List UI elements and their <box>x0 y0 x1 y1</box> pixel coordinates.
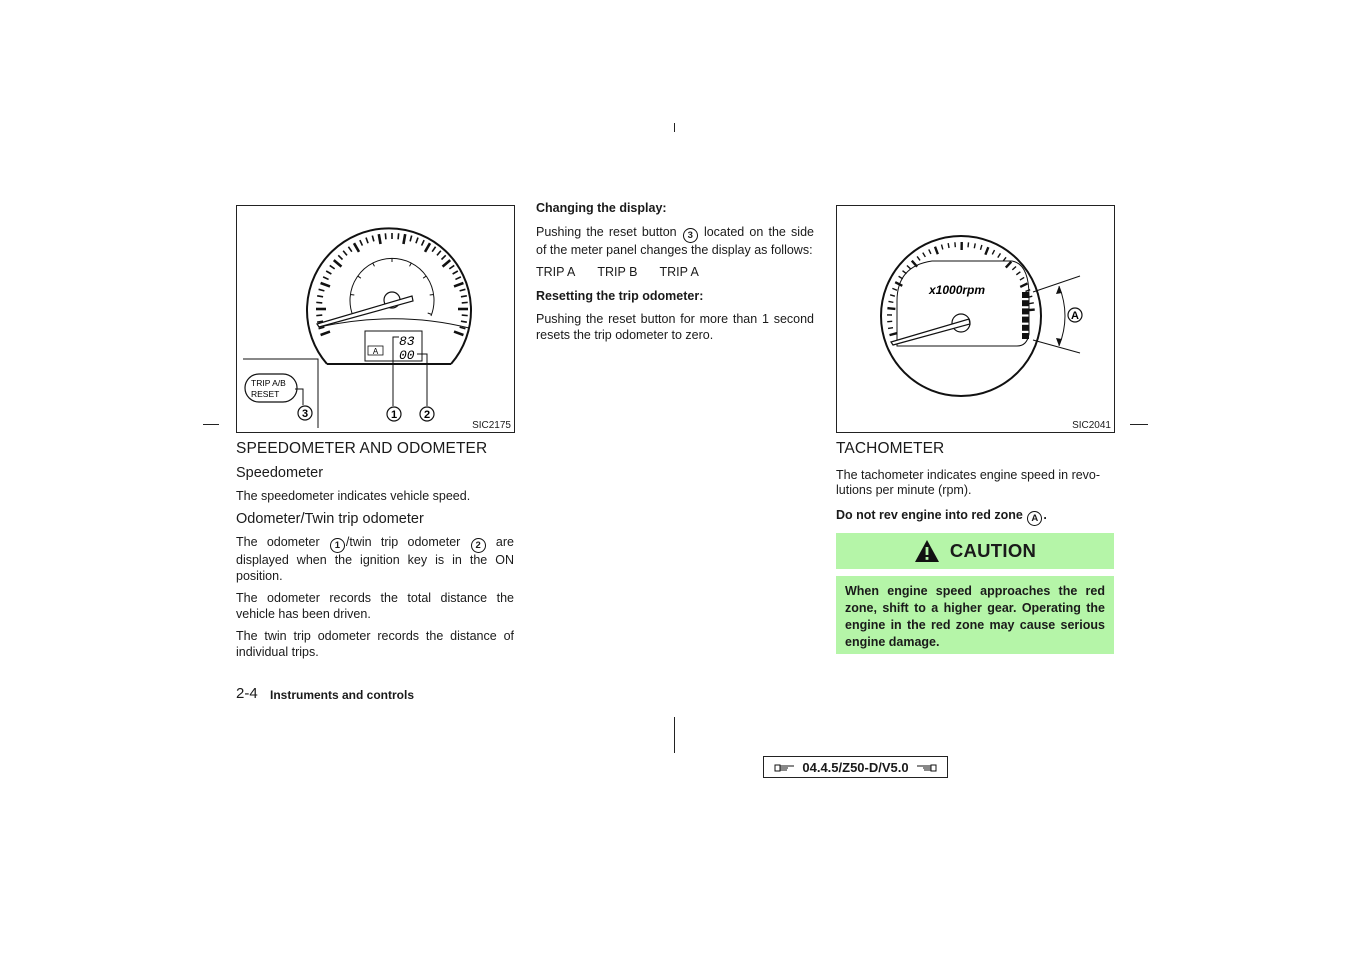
section-title-tachometer: TACHOMETER <box>836 440 945 457</box>
page-number: 2-4 <box>236 685 258 702</box>
gauge-tick <box>366 238 368 244</box>
red-zone-block <box>1022 308 1029 314</box>
speedometer-heading: Speedometer <box>236 464 324 481</box>
version-box <box>763 756 948 778</box>
gauge-tick <box>323 277 328 280</box>
odometer-paragraph-3: The twin trip odometer records the distance of individual trips. <box>236 629 514 659</box>
gauge-tick <box>354 243 359 252</box>
speedometer-figure <box>236 205 515 433</box>
gauge-tick <box>454 332 463 335</box>
gauge-tick <box>343 251 347 256</box>
red-zone-block <box>1022 317 1029 323</box>
gauge-tick <box>398 233 399 239</box>
ref-circle-a: A <box>1027 511 1042 526</box>
odometer-digits-top: 83 <box>399 334 415 349</box>
caution-header <box>836 533 1114 569</box>
gauge-tick <box>455 277 460 280</box>
gauge-tick <box>1006 262 1011 268</box>
gauge-tick <box>887 308 895 309</box>
red-zone-block <box>1022 325 1029 331</box>
left-column <box>236 441 514 660</box>
gauge-tick <box>974 243 975 248</box>
right-crop-mark <box>1130 424 1148 425</box>
gauge-tick <box>890 333 898 335</box>
gauge-tick <box>1020 283 1027 287</box>
gauge-tick <box>1012 267 1016 270</box>
gauge-tick <box>942 245 943 250</box>
gauge-tick <box>423 276 426 278</box>
gauge-tick <box>422 240 425 245</box>
gauge-tick <box>1025 290 1030 292</box>
speedometer-text: The speedometer indicates vehicle speed. <box>236 489 471 503</box>
gauge-tick <box>998 253 1001 257</box>
pointing-hand-right-icon <box>774 761 796 773</box>
red-zone-block <box>1022 333 1029 339</box>
gauge-tick <box>416 238 418 244</box>
gauge-tick <box>319 289 325 291</box>
gauge-tick <box>326 271 331 274</box>
figure-code-right: SIC2041 <box>1072 420 1111 431</box>
gauge-tick <box>316 302 322 303</box>
resetting-heading: Resetting the trip odometer: <box>536 288 704 303</box>
gauge-tick <box>317 296 323 297</box>
gauge-tick <box>321 283 330 286</box>
gauge-tick <box>968 242 969 247</box>
speedometer-illustration <box>237 206 514 432</box>
odometer-paragraph-2: The odometer records the total distance the vehicle has been driven. <box>236 591 514 621</box>
gauge-tick <box>1020 277 1024 280</box>
gauge-tick <box>462 302 468 303</box>
trip-indicator: A <box>372 347 379 356</box>
gauge-tick <box>992 250 994 254</box>
gauge-tick <box>350 295 354 296</box>
callout-1: 1 <box>390 409 398 421</box>
gauge-tick <box>1029 303 1034 304</box>
callout-2: 2 <box>423 409 431 421</box>
gauge-tick <box>454 283 463 286</box>
ref-circle-2: 2 <box>471 538 486 553</box>
callout-3: 3 <box>301 408 309 420</box>
gauge-tick <box>410 263 412 267</box>
gauge-tick <box>316 315 322 316</box>
gauge-tick <box>321 332 330 335</box>
red-zone-block <box>1022 300 1029 306</box>
gauge-tick <box>441 255 445 259</box>
gauge-tick <box>432 247 435 252</box>
gauge-tick <box>923 253 926 257</box>
tachometer-figure <box>836 205 1115 433</box>
reset-label-line1: TRIP A/B <box>251 378 286 388</box>
gauge-tick <box>948 243 949 248</box>
resetting-text: Pushing the reset button for more than 1 second resets the trip odometer to zero. <box>536 312 814 342</box>
tachometer-text: The tachometer indicates engine speed in revo-lutions per minute (rpm). <box>836 467 1101 497</box>
footer-section-name: Instruments and controls <box>270 688 415 702</box>
gauge-tick <box>1016 272 1020 275</box>
odometer-digits-bottom: 00 <box>399 348 415 363</box>
red-zone-warning: Do not rev engine into red zone A . <box>836 507 1047 524</box>
bottom-center-tick <box>674 717 675 753</box>
odometer-heading: Odometer/Twin trip odometer <box>236 510 424 527</box>
trip-sequence: TRIP A TRIP B TRIP A <box>536 265 699 279</box>
reset-label-line2: RESET <box>251 389 280 399</box>
gauge-tick <box>443 260 451 266</box>
warning-triangle-icon <box>914 539 940 563</box>
gauge-tick <box>385 233 386 239</box>
gauge-tick <box>907 265 911 268</box>
caution-title: CAUTION <box>949 540 1037 561</box>
ref-circle-1: 1 <box>330 538 345 553</box>
gauge-tick <box>461 321 467 322</box>
gauge-tick <box>334 260 342 266</box>
gauge-tick <box>917 256 920 260</box>
gauge-tick <box>460 289 466 291</box>
gauge-tick <box>410 236 412 242</box>
tachometer-illustration <box>837 206 1114 432</box>
gauge-tick <box>372 236 374 242</box>
odometer-paragraph-1: The odometer 1 /twin trip odometer 2 are displayed when the ignition key is in the ON position. <box>236 535 514 583</box>
gauge-tick <box>929 249 931 254</box>
gauge-tick <box>330 265 335 268</box>
gauge-tick <box>985 247 988 254</box>
caution-text: When engine speed approaches the red zone, shift to a higher gear. Operating the engine in the red zone may cause serious engine damage. <box>836 576 1114 654</box>
top-center-tick <box>674 123 675 132</box>
gauge-tick <box>338 255 342 259</box>
gauge-tick <box>428 313 432 314</box>
gauge-tick <box>373 263 375 267</box>
gauge-tick <box>348 247 351 252</box>
changing-display-text: Pushing the reset button 3 located on the side of the meter panel changes the display as follows: <box>536 224 814 257</box>
gauge-tick <box>890 295 895 296</box>
gauge-tick <box>888 301 893 302</box>
gauge-tick <box>935 247 938 254</box>
middle-column <box>536 201 814 343</box>
figure-code-left: SIC2175 <box>472 420 511 431</box>
rpm-unit-label: x1000rpm <box>929 283 986 297</box>
gauge-tick <box>358 276 361 278</box>
gauge-tick <box>462 315 468 316</box>
red-zone-block <box>1022 292 1029 298</box>
gauge-tick <box>449 265 454 268</box>
gauge-tick <box>425 243 430 252</box>
gauge-tick <box>430 295 434 296</box>
gauge-tick <box>360 240 363 245</box>
gauge-tick <box>403 234 405 244</box>
section-title-speedometer: SPEEDOMETER AND ODOMETER <box>236 440 488 457</box>
ref-circle-3: 3 <box>683 228 698 243</box>
gauge-tick <box>888 328 893 329</box>
right-column <box>836 441 1114 526</box>
callout-a: A <box>1071 310 1079 322</box>
gauge-tick <box>892 288 897 290</box>
gauge-tick <box>437 251 441 256</box>
gauge-tick <box>453 271 458 274</box>
left-crop-mark <box>203 424 219 425</box>
gauge-tick <box>379 234 381 244</box>
gauge-tick <box>980 245 981 250</box>
gauge-tick <box>461 296 467 297</box>
changing-display-heading: Changing the display: <box>536 201 667 215</box>
pointing-hand-left-icon <box>915 761 937 773</box>
version-label: 04.4.5/Z50-D/V5.0 <box>802 759 909 775</box>
